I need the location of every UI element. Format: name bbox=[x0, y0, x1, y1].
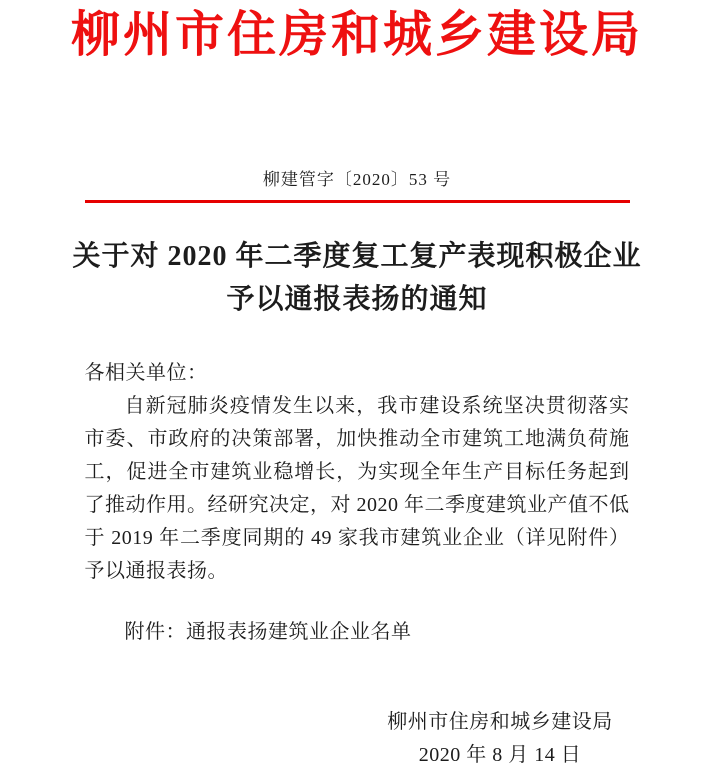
attachment-label: 附件： bbox=[124, 621, 186, 643]
letterhead-agency-title: 柳州市住房和城乡建设局 bbox=[70, 7, 643, 62]
document-title-line2: 予以通报表扬的通知 bbox=[226, 284, 488, 315]
document-title-line1: 关于对 2020 年二季度复工复产表现积极企业 bbox=[72, 241, 642, 272]
document-title bbox=[0, 235, 714, 321]
attachment-line bbox=[85, 616, 630, 649]
document-body bbox=[85, 357, 630, 649]
signature-agency: 柳州市住房和城乡建设局 bbox=[387, 711, 613, 733]
signature-date: 2020 年 8 月 14 日 bbox=[418, 744, 582, 766]
body-paragraph: 自新冠肺炎疫情发生以来，我市建设系统坚决贯彻落实市委、市政府的决策部署，加快推动全市建筑工地满负荷施工，促进全市建筑业稳增长，为实现全年生产目标任务起到了推动作用。经研究决定，对 2020 年二季度建筑业产值不低于 2019 年二季度同期的 49 家我市建筑业企业（详见附件）予以通报表扬。 bbox=[84, 395, 630, 582]
red-divider-line bbox=[85, 200, 630, 203]
signature-block bbox=[360, 706, 640, 772]
document-page bbox=[0, 6, 714, 766]
salutation: 各相关单位： bbox=[84, 362, 208, 384]
document-number: 柳建管字〔2020〕53 号 bbox=[262, 170, 452, 189]
attachment-name: 通报表扬建筑业企业名单 bbox=[186, 621, 412, 643]
